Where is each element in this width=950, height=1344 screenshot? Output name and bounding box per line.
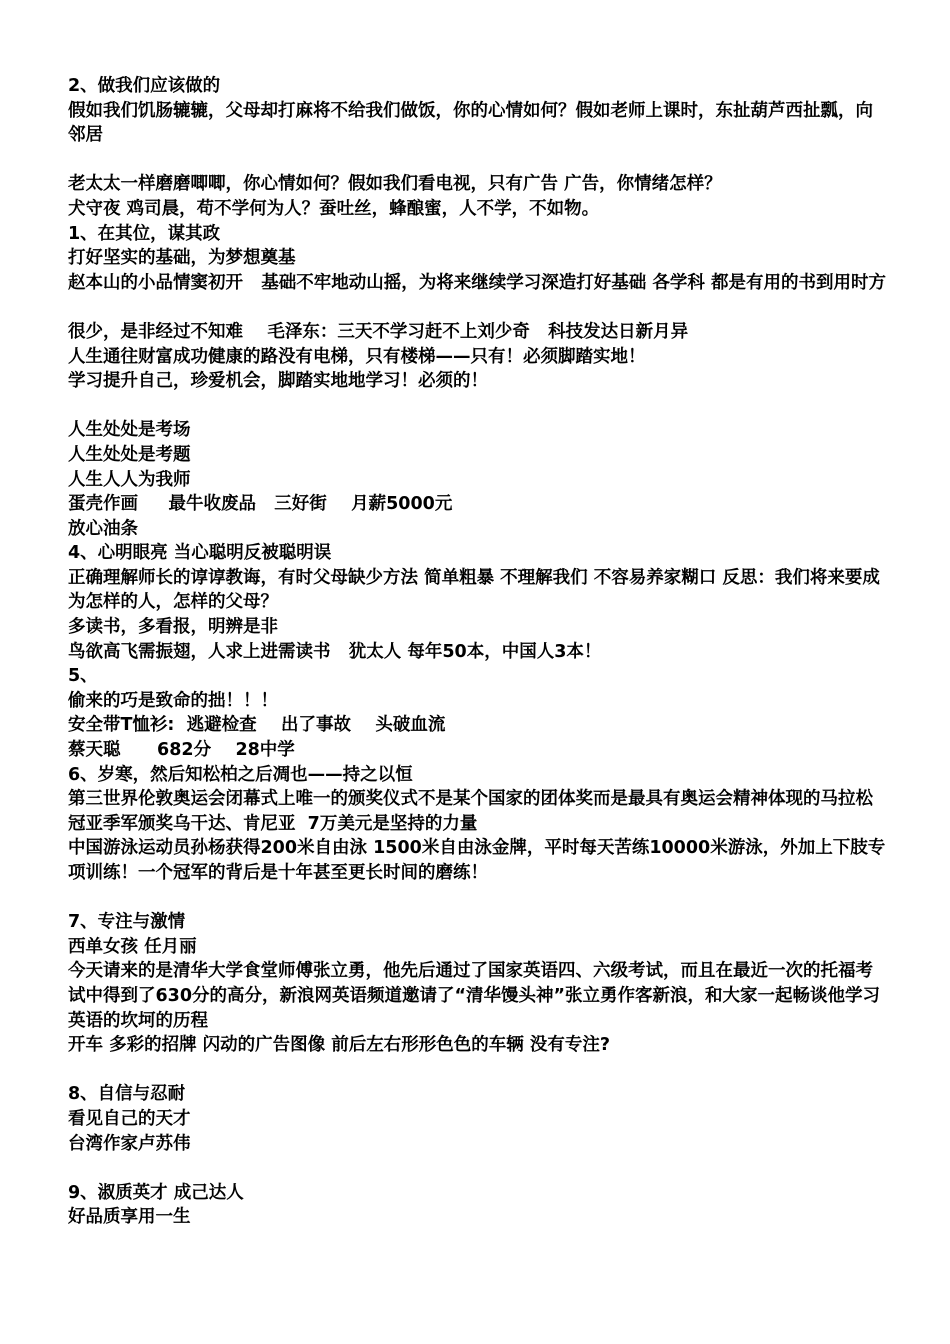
document-body: [68, 74, 888, 1230]
paragraph-line: 人生人人为我师: [68, 469, 191, 490]
paragraph-line: 放心油条: [68, 518, 138, 539]
paragraph-line: 犬守夜 鸡司晨，苟不学何为人？蚕吐丝，蜂酿蜜，人不学，不如物。: [68, 198, 600, 219]
heading-7: 7、专注与激情: [68, 912, 186, 933]
blank-line: [68, 295, 888, 320]
paragraph-line: 偷来的巧是致命的拙！！！: [68, 690, 278, 711]
blank-line: [68, 1156, 888, 1181]
paragraph-line: 看见自己的天才: [68, 1108, 191, 1129]
paragraph-line: 赵本山的小品情窦初开 基础不牢地动山摇，为将来继续学习深造打好基础 各学科 都是有用的书到用时方: [68, 272, 886, 293]
paragraph-line: 中国游泳运动员孙杨获得200米自由泳 1500米自由泳金牌，平时每天苦练10000米游泳，外加上下肢专项训练！一个冠军的背后是十年甚至更长时间的磨练！: [68, 838, 886, 883]
paragraph-line: 假如我们饥肠辘辘，父母却打麻将不给我们做饭，你的心情如何？假如老师上课时，东扯葫芦西扯瓢，向邻居: [68, 100, 873, 146]
paragraph-line: 正确理解师长的谆谆教诲，有时父母缺少方法 简单粗暴 不理解我们 不容易养家糊口 反思：我们将来要成为怎样的人，怎样的父母？: [68, 567, 880, 613]
paragraph-line: 今天请来的是清华大学食堂师傅张立勇，他先后通过了国家英语四、六级考试，而且在最近一次的托福考试中得到了630分的高分，新浪网英语频道邀请了“清华馒头神”张立勇作客新浪，和大家一起畅谈他学习英语的坎坷的历程: [68, 961, 881, 1031]
blank-line: [68, 886, 888, 911]
paragraph-line: 人生处处是考题: [68, 444, 191, 465]
paragraph-line: 蛋壳作画 最牛收废品 三好街 月薪5000元: [68, 494, 453, 515]
paragraph-line: 鸟欲高飞需振翅，人求上进需读书 犹太人 每年50本，中国人3本！: [68, 641, 602, 662]
paragraph-line: 台湾作家卢苏伟: [68, 1133, 191, 1154]
paragraph-line: 打好坚实的基础，为梦想奠基: [68, 248, 296, 269]
heading-4: 4、心明眼亮 当心聪明反被聪明误: [68, 543, 332, 564]
blank-line: [68, 1058, 888, 1083]
paragraph-line: 蔡天聪 682分 28中学: [68, 740, 295, 761]
paragraph-line: 很少，是非经过不知难 毛泽东：三天不学习赶不上刘少奇 科技发达日新月异: [68, 321, 689, 342]
paragraph-line: 多读书，多看报，明辨是非: [68, 617, 278, 638]
paragraph-line: 人生通往财富成功健康的路没有电梯，只有楼梯——只有！必须脚踏实地！: [68, 346, 646, 367]
paragraph-line: 好品质享用一生: [68, 1207, 191, 1228]
paragraph-line: 老太太一样磨磨唧唧，你心情如何？假如我们看电视，只有广告 广告，你情绪怎样？: [68, 174, 722, 195]
paragraph-line: 学习提升自己，珍爱机会，脚踏实地地学习！必须的！: [68, 371, 488, 392]
paragraph-line: 第三世界伦敦奥运会闭幕式上唯一的颁奖仪式不是某个国家的团体奖而是最具有奥运会精神体现的马拉松冠亚季军颁奖乌干达、肯尼亚 7万美元是坚持的力量: [68, 789, 873, 834]
blank-line: [68, 148, 888, 173]
heading-8: 8、自信与忍耐: [68, 1084, 186, 1105]
heading-5: 5、: [68, 666, 98, 687]
paragraph-line: 西单女孩 任月丽: [68, 936, 197, 957]
paragraph-line: 人生处处是考场: [68, 420, 191, 441]
blank-line: [68, 394, 888, 419]
heading-2: 2、做我们应该做的: [68, 76, 221, 96]
heading-6: 6、岁寒，然后知松柏之后凋也——持之以恒: [68, 764, 413, 785]
heading-1: 1、在其位，谋其政: [68, 223, 221, 244]
heading-9: 9、淑质英才 成己达人: [68, 1182, 244, 1203]
paragraph-line: 开车 多彩的招牌 闪动的广告图像 前后左右形形色色的车辆 没有专注?: [68, 1035, 611, 1056]
paragraph-line: 安全带T恤衫: 逃避检查 出了事故 头破血流: [68, 715, 446, 736]
